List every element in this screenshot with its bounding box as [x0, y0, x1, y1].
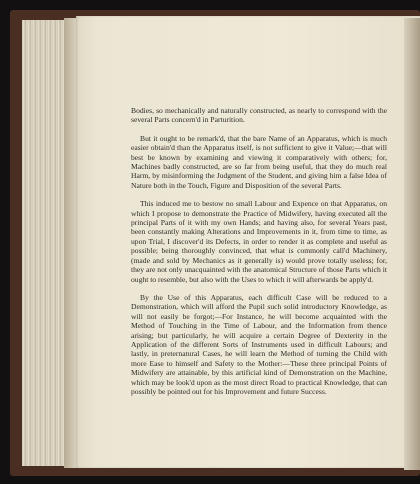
paragraph-4: By the Use of this Apparatus, each difficult Case will be reduced to a Demonstration, which will afford the Pupil such solid introductory Knowledge, as will not easily be forgot;—For Instance, he will become acquainted with the Method of Touching in the Time of Labour, and the Information from thence arising; but particularly, he will acquire a certain Degree of Dexterity in the Application of the different Sorts of Instruments used in difficult Labours; and lastly, in preternatural Cases, he will learn the Method of turning the Child with more Ease to himself and Safety to the Mother:—These three principal Points of Midwifery are attainable, by this artificial kind of Demonstration on the Machine, which may be look'd upon as the most direct Road to practical Knowledge, that can possibly be pointed out for his Improvement and future Success. [131, 292, 387, 396]
paragraph-2: But it ought to be remark'd, that the bare Name of an Apparatus, which is much easier obtain'd than the Apparatus itself, is not sufficient to give it Value;—that will best be known by examining and viewing it comparatively with others; for, Machines badly constructed, are so far from being useful, that they do much real Harm, by misinforming the Judgment of the Student, and giving him a false Idea of Nature both in the Touch, Figure and Disposition of the several Parts. [131, 133, 387, 190]
page-right-edge [404, 18, 420, 470]
paragraph-3: This induced me to bestow no small Labour and Expence on that Apparatus, on which I propose to demonstrate the Practice of Midwifery, having executed all the principal Parts of it with my own Hands; and having also, for several Years past, been constantly making Alterations and Improvements in it, from time to time, as upon Trial, I discover'd its Defects, in order to render it as complete and useful as possible; being thoroughly convinced, that what is commonly call'd Machinery, (made and sold by Mechanics as it generally is) would prove totally useless; for, they are not only unacquainted with the anatomical Structure of those Parts which it ought to resemble, but also with the Uses to which it will afterwards be apply'd. [131, 199, 387, 284]
paragraph-1: Bodies, so mechanically and naturally constructed, as nearly to correspond with the several Parts concern'd in Parturition. [131, 106, 387, 125]
page-text [131, 106, 387, 396]
